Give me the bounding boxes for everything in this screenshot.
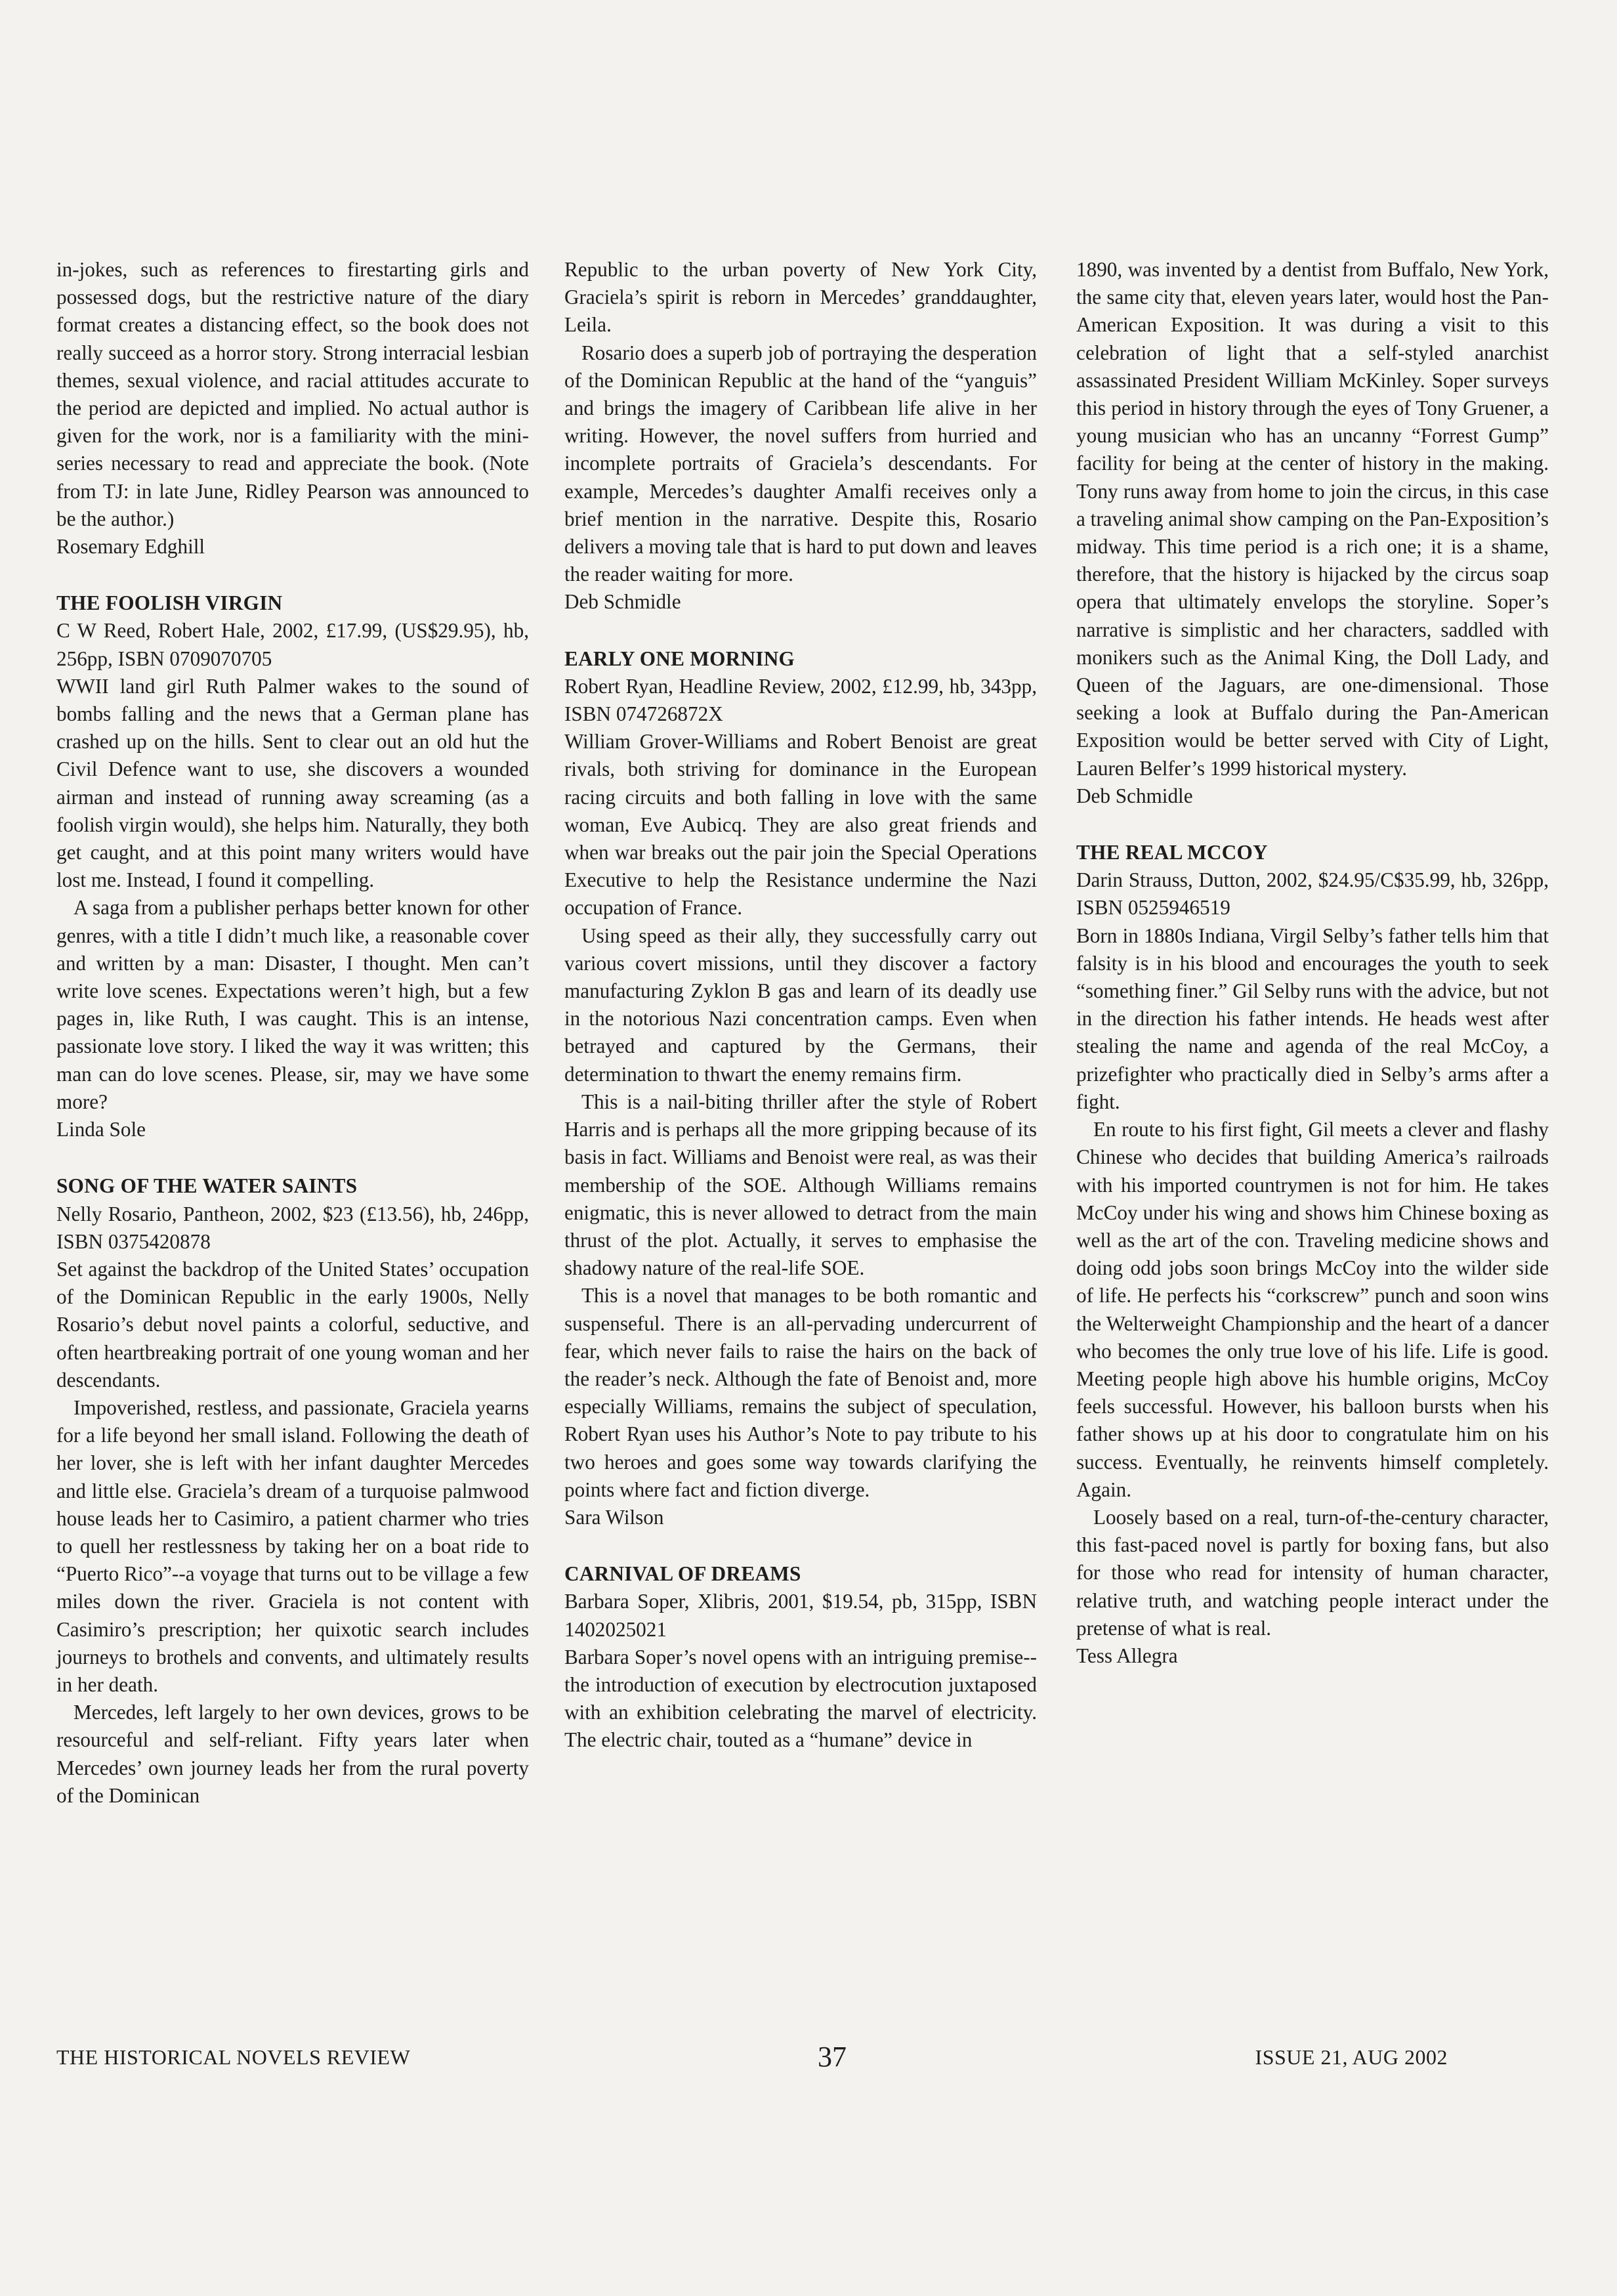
review-paragraph: Barbara Soper’s novel opens with an intriguing premise--the introduction of execution by electrocution juxtaposed with an exhibition celebrating the marvel of electricity. The electric chair, touted as a “humane” device in xyxy=(564,1645,1037,1752)
reviewer-name: Sara Wilson xyxy=(564,1505,664,1529)
bibliographic-info: Darin Strauss, Dutton, 2002, $24.95/C$35.99, hb, 326pp, ISBN 0525946519 xyxy=(1076,868,1549,920)
column-1 xyxy=(56,256,529,1810)
review-paragraph: Set against the backdrop of the United States’ occupation of the Dominican Republic in the early 1900s, Nelly Rosario’s debut novel paints a colorful, seductive, and often heartbreaking portrait of one young woman and her descendants. xyxy=(56,1257,529,1392)
column-2 xyxy=(564,256,1037,1754)
reviewer-name: Deb Schmidle xyxy=(1076,784,1193,807)
review-paragraph: William Grover-Williams and Robert Benoist are great rivals, both striving for dominance in the European racing circuits and both falling in love with the same woman, Eve Aubicq. They are also great friends and when war breaks out the pair join the Special Operations Executive to help the Resistance undermine the Nazi occupation of France. xyxy=(564,730,1037,920)
review-paragraph: Rosario does a superb job of portraying the desperation of the Dominican Republic at the hand of the “yanguis” and brings the imagery of Caribbean life alive in her writing. However, the novel suffers from hurried and incomplete portraits of Graciela’s descendants. For example, Mercedes’s daughter Amalfi receives only a brief mention in the narrative. Despite this, Rosario delivers a moving tale that is hard to put down and leaves the reader waiting for more. xyxy=(564,341,1037,586)
review-title-foolish-virgin: THE FOOLISH VIRGIN xyxy=(56,591,283,615)
review-title-real-mccoy: THE REAL MCCOY xyxy=(1076,841,1268,864)
review-paragraph: This is a novel that manages to be both romantic and suspenseful. There is an all-pervading undercurrent of fear, which never fails to raise the hairs on the back of the reader’s neck. Although the fate of Benoist and, more especially Williams, remains the subject of speculation, Robert Ryan uses his Author’s Note to pay tribute to his two heroes and goes some way towards clarifying the points where fact and fiction diverge. xyxy=(564,1284,1037,1501)
review-title-early-one-morning: EARLY ONE MORNING xyxy=(564,647,795,670)
review-title-water-saints: SONG OF THE WATER SAINTS xyxy=(56,1174,358,1198)
reviewer-name: Deb Schmidle xyxy=(564,590,681,614)
reviewer-name: Tess Allegra xyxy=(1076,1644,1178,1667)
issue-info: ISSUE 21, AUG 2002 xyxy=(1255,2045,1448,2069)
bibliographic-info: Robert Ryan, Headline Review, 2002, £12.99, hb, 343pp, ISBN 074726872X xyxy=(564,674,1037,726)
reviewer-name: Rosemary Edghill xyxy=(56,535,205,559)
review-paragraph: Born in 1880s Indiana, Virgil Selby’s father tells him that falsity is in his blood and encourages the youth to seek “something finer.” Gil Selby runs with the advice, but not in the direction his father intends. He heads west after stealing the name and agenda of the real McCoy, a prizefighter who practically died in Selby’s arms after a fight. xyxy=(1076,924,1549,1113)
reviewer-name: Linda Sole xyxy=(56,1118,146,1141)
page-footer xyxy=(56,2041,1448,2078)
review-paragraph: Impoverished, restless, and passionate, Graciela yearns for a life beyond her small island. Following the death of her lover, she is left with her infant daughter Mercedes and little else. Graciela’s dream of a turquoise palmwood house leads her to Casimiro, a patient charmer who tries to quell her restlessness by taking her on a boat ride to “Puerto Rico”--a voyage that turns out to be village a few miles down the river. Graciela is not content with Casimiro’s prescription; her quixotic search includes journeys to brothels and convents, and ultimately results in her death. xyxy=(56,1395,529,1696)
page-number: 37 xyxy=(818,2041,847,2073)
bibliographic-info: C W Reed, Robert Hale, 2002, £17.99, (US$29.95), hb, 256pp, ISBN 0709070705 xyxy=(56,619,529,670)
review-paragraph: Republic to the urban poverty of New York City, Graciela’s spirit is reborn in Mercedes’ granddaughter, Leila. xyxy=(564,258,1037,337)
review-paragraph: Using speed as their ally, they successfully carry out various covert missions, until they discover a factory manufacturing Zyklon B gas and learn of its deadly use in the notorious Nazi concentration camps. Even when betrayed and captured by the Germans, their determination to thwart the enemy remains firm. xyxy=(564,924,1037,1086)
bibliographic-info: Barbara Soper, Xlibris, 2001, $19.54, pb, 315pp, ISBN 1402025021 xyxy=(564,1590,1037,1641)
column-3 xyxy=(1076,256,1549,1670)
review-paragraph: WWII land girl Ruth Palmer wakes to the sound of bombs falling and the news that a German plane has crashed up on the hills. Sent to clear out an old hut the Civil Defence want to use, she discovers a wounded airman and instead of running away screaming (as a foolish virgin would), she helps him. Naturally, they both get caught, and at this point many writers would have lost me. Instead, I found it compelling. xyxy=(56,674,529,892)
review-paragraph: Loosely based on a real, turn-of-the-century character, this fast-paced novel is partly for boxing fans, but also for those who read for intensity of human character, relative truth, and watching people interact under the pretense of what is real. xyxy=(1076,1505,1549,1640)
review-paragraph: Mercedes, left largely to her own devices, grows to be resourceful and self-reliant. Fifty years later when Mercedes’ own journey leads her from the rural poverty of the Dominican xyxy=(56,1701,529,1807)
review-paragraph: This is a nail-biting thriller after the style of Robert Harris and is perhaps all the more gripping because of its basis in fact. Williams and Benoist were real, as was their membership of the SOE. Although Williams remains enigmatic, this is never allowed to detract from the main thrust of the plot. Actually, it serves to emphasise the shadowy nature of the real-life SOE. xyxy=(564,1090,1037,1280)
article-body xyxy=(56,256,1549,2002)
review-paragraph: A saga from a publisher perhaps better known for other genres, with a title I didn’t much like, a reasonable cover and written by a man: Disaster, I thought. Men can’t write love scenes. Expectations weren’t high, but a few pages in, like Ruth, I was caught. This is an intense, passionate love story. I liked the way it was written; this man can do love scenes. Please, sir, may we have some more? xyxy=(56,896,529,1113)
bibliographic-info: Nelly Rosario, Pantheon, 2002, $23 (£13.56), hb, 246pp, ISBN 0375420878 xyxy=(56,1202,529,1253)
review-paragraph: En route to his first fight, Gil meets a clever and flashy Chinese who decides that building America’s railroads with his imported countrymen is not for him. He takes McCoy under his wing and shows him Chinese boxing as well as the art of the con. Traveling medicine shows and doing odd jobs soon brings McCoy into the wilder side of life. He perfects his “corkscrew” punch and soon wins the Welterweight Championship and the heart of a dancer who becomes the only true love of his life. Life is good. Meeting people high above his humble origins, McCoy feels successful. However, his balloon bursts when his father shows up at his door to congratulate him on his success. Eventually, he reinvents himself completely. Again. xyxy=(1076,1118,1549,1501)
review-paragraph: 1890, was invented by a dentist from Buffalo, New York, the same city that, eleven years later, would host the Pan-American Exposition. It was during a visit to this celebration of light that a self-styled anarchist assassinated President William McKinley. Soper surveys this period in history through the eyes of Tony Gruener, a young musician who has an uncanny “Forrest Gump” facility for being at the center of history in the making. Tony runs away from home to join the circus, in this case a traveling animal show camping on the Pan-Exposition’s midway. This time period is a rich one; it is a shame, therefore, that the history is hijacked by the circus soap opera that ultimately envelops the storyline. Soper’s narrative is simplistic and her characters, saddled with monikers such as the Animal King, the Doll Lady, and Queen of the Jaguars, are one-dimensional. Those seeking a look at Buffalo during the Pan-American Exposition would be better served with City of Light, Lauren Belfer’s 1999 historical mystery. xyxy=(1076,258,1549,780)
review-title-carnival-of-dreams: CARNIVAL OF DREAMS xyxy=(564,1562,801,1586)
review-paragraph: in-jokes, such as references to firestarting girls and possessed dogs, but the restrictive nature of the diary format creates a distancing effect, so the book does not really succeed as a horror story. Strong interracial lesbian themes, sexual violence, and racial attitudes accurate to the period are depicted and implied. No actual author is given for the work, nor is a familiarity with the mini-series necessary to read and appreciate the book. (Note from TJ: in late June, Ridley Pearson was announced to be the author.) xyxy=(56,258,529,530)
publication-name: THE HISTORICAL NOVELS REVIEW xyxy=(56,2045,411,2069)
